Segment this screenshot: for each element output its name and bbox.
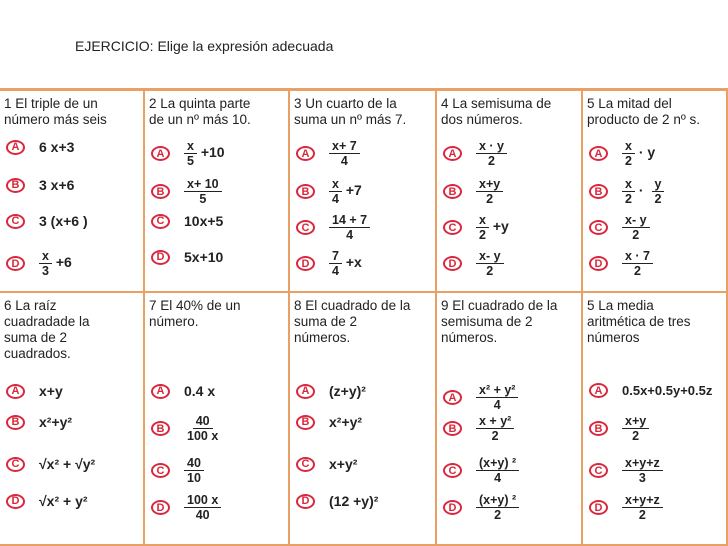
page-title: EJERCICIO: Elige la expresión adecuada — [75, 38, 334, 54]
fraction-suffix: +6 — [51, 254, 72, 271]
numerator: x² + y² — [476, 383, 518, 398]
option-badge-c[interactable]: C — [589, 220, 608, 235]
question-text: 5 La media aritmética de tres números — [587, 298, 691, 345]
answer-option[interactable] — [151, 456, 204, 485]
numerator: x- y — [476, 249, 504, 264]
answer-expression: x+y² — [329, 456, 358, 472]
numerator: 14 + 7 — [329, 213, 370, 228]
fraction-expression — [622, 414, 649, 443]
fraction-suffix: · y — [634, 144, 656, 161]
answer-option[interactable] — [151, 493, 221, 522]
question-cell-3 — [290, 91, 437, 293]
numerator: x+y+z — [622, 493, 663, 508]
option-badge-a[interactable]: A — [589, 383, 608, 398]
denominator: 2 — [486, 264, 494, 278]
fraction-suffix: +y — [488, 218, 509, 235]
question-cell-9 — [437, 293, 583, 546]
option-badge-a[interactable]: A — [443, 390, 462, 405]
option-badge-b[interactable]: B — [6, 178, 25, 193]
option-badge-d[interactable]: D — [151, 250, 170, 265]
answer-option[interactable] — [296, 456, 357, 472]
answer-expression: √x² + √y² — [39, 456, 96, 472]
denominator: 3 — [42, 264, 49, 278]
answer-option[interactable] — [151, 213, 223, 229]
option-badge-a[interactable]: A — [296, 384, 315, 399]
fraction-expression — [622, 456, 663, 485]
fraction-expression — [329, 213, 370, 242]
answer-option[interactable] — [443, 456, 519, 485]
numerator: x · 7 — [622, 249, 653, 264]
fraction-expression — [622, 249, 653, 278]
option-badge-b[interactable]: B — [589, 184, 608, 199]
answer-option[interactable] — [296, 177, 362, 206]
numerator: x — [476, 213, 489, 228]
option-badge-d[interactable]: D — [589, 256, 608, 271]
fraction — [622, 249, 653, 278]
fraction-suffix: · — [634, 182, 644, 199]
denominator: 4 — [346, 228, 354, 242]
numerator: x+y+z — [622, 456, 663, 471]
option-badge-a[interactable]: A — [443, 146, 462, 161]
option-badge-c[interactable]: C — [443, 220, 462, 235]
numerator: x — [39, 249, 52, 264]
answer-option[interactable] — [6, 213, 88, 229]
question-text: 3 Un cuarto de la suma un nº más 7. — [294, 96, 407, 127]
option-badge-d[interactable]: D — [151, 500, 170, 515]
fraction — [622, 493, 663, 522]
fraction — [622, 177, 635, 206]
answer-option[interactable] — [6, 414, 72, 430]
option-badge-b[interactable]: B — [151, 421, 170, 436]
fraction — [476, 493, 519, 522]
numerator: (x+y) ² — [476, 493, 519, 508]
denominator: 2 — [632, 429, 640, 443]
fraction — [476, 249, 504, 278]
answer-option[interactable] — [6, 493, 88, 509]
answer-expression: √x² + y² — [39, 493, 88, 509]
answer-expression: 5x+10 — [184, 249, 224, 265]
fraction-expression — [184, 139, 225, 168]
option-badge-c[interactable]: C — [296, 457, 315, 472]
numerator: x+y — [476, 177, 503, 192]
fraction — [622, 213, 650, 242]
numerator: x+ 10 — [184, 177, 222, 192]
fraction-expression — [476, 456, 519, 485]
answer-option[interactable] — [6, 249, 72, 278]
fraction-expression — [184, 493, 221, 522]
fraction-expression — [476, 139, 507, 168]
option-badge-a[interactable]: A — [6, 384, 25, 399]
denominator: 4 — [494, 471, 502, 485]
answer-expression: (z+y)² — [329, 383, 366, 399]
denominator: 2 — [494, 508, 502, 522]
denominator: 2 — [634, 264, 641, 278]
numerator: 40 — [184, 456, 204, 471]
option-badge-c[interactable]: C — [443, 463, 462, 478]
answer-option[interactable] — [6, 139, 74, 155]
answer-option[interactable] — [589, 213, 650, 242]
answer-expression: x²+y² — [329, 414, 363, 430]
answer-option[interactable] — [443, 139, 507, 168]
answer-option[interactable] — [443, 213, 509, 242]
option-badge-b[interactable]: B — [443, 184, 462, 199]
denominator: 40 — [195, 508, 210, 522]
fraction-expression — [184, 414, 221, 443]
answer-option[interactable] — [443, 414, 514, 443]
numerator: 100 x — [184, 493, 221, 508]
answer-option[interactable] — [296, 249, 362, 278]
numerator: x — [184, 139, 197, 154]
question-text: 1 El triple de un número más seis — [4, 96, 107, 127]
answer-option[interactable] — [589, 249, 653, 278]
option-badge-b[interactable]: B — [296, 184, 315, 199]
answer-option[interactable] — [6, 383, 63, 399]
fraction-expression — [622, 493, 663, 522]
fraction — [476, 456, 519, 485]
fraction — [329, 213, 370, 242]
fraction — [476, 383, 518, 412]
answer-expression: 3 x+6 — [39, 177, 75, 193]
denominator: 2 — [625, 192, 632, 206]
fraction-expression — [476, 383, 518, 412]
option-badge-c[interactable]: C — [151, 214, 170, 229]
answer-expression: 6 x+3 — [39, 139, 75, 155]
denominator: 2 — [486, 192, 494, 206]
option-badge-d[interactable]: D — [443, 500, 462, 515]
fraction — [476, 414, 514, 443]
answer-option[interactable] — [6, 456, 95, 472]
option-badge-a[interactable]: A — [296, 146, 315, 161]
denominator: 100 x — [187, 429, 219, 443]
answer-option[interactable] — [589, 177, 664, 206]
fraction-expression — [39, 249, 72, 278]
denominator: 4 — [332, 192, 339, 206]
fraction-expression — [184, 177, 222, 206]
denominator: 2 — [479, 228, 486, 242]
fraction-expression — [476, 177, 503, 206]
answer-option[interactable] — [589, 456, 663, 485]
answer-option[interactable] — [296, 493, 378, 509]
denominator: 3 — [638, 471, 646, 485]
fraction-expression — [476, 249, 504, 278]
answer-option[interactable] — [6, 177, 74, 193]
question-cell-4 — [437, 91, 583, 293]
option-badge-d[interactable]: D — [296, 494, 315, 509]
option-badge-c[interactable]: C — [6, 457, 25, 472]
fraction-expression — [622, 139, 655, 168]
fraction-expression — [622, 213, 650, 242]
numerator: (x+y) ² — [476, 456, 519, 471]
option-badge-d[interactable]: D — [6, 256, 25, 271]
fraction-suffix: +7 — [341, 182, 362, 199]
denominator: 2 — [638, 508, 646, 522]
question-text: 5 La mitad del producto de 2 nº s. — [587, 96, 701, 127]
question-cell-10 — [583, 293, 728, 546]
option-badge-b[interactable]: B — [443, 421, 462, 436]
fraction — [329, 177, 342, 206]
numerator: 40 — [193, 414, 213, 429]
question-text: 4 La semisuma de dos números. — [441, 96, 552, 127]
option-badge-b[interactable]: B — [589, 421, 608, 436]
fraction-expression — [476, 414, 514, 443]
answer-expression: 10x+5 — [184, 213, 224, 229]
answer-option[interactable] — [151, 383, 215, 399]
answer-expression: (12 +y)² — [329, 493, 379, 509]
denominator: 10 — [187, 471, 201, 485]
fraction — [652, 177, 665, 206]
fraction — [329, 249, 342, 278]
option-badge-d[interactable]: D — [296, 256, 315, 271]
option-badge-a[interactable]: A — [6, 140, 25, 155]
numerator: x+ 7 — [329, 139, 360, 154]
option-badge-a[interactable]: A — [151, 146, 170, 161]
fraction — [39, 249, 52, 278]
question-cell-8 — [290, 293, 437, 546]
answer-expression: x²+y² — [39, 414, 73, 430]
fraction-expression — [184, 456, 204, 485]
option-badge-b[interactable]: B — [151, 184, 170, 199]
numerator: x — [329, 177, 342, 192]
answer-option[interactable] — [589, 139, 655, 168]
answer-option[interactable] — [589, 414, 649, 443]
answer-expression: 0.5x+0.5y+0.5z — [622, 383, 713, 398]
question-cell-6 — [0, 293, 145, 546]
question-cell-5 — [583, 91, 728, 293]
question-cell-1 — [0, 91, 145, 293]
denominator: 4 — [493, 398, 501, 412]
answer-option[interactable] — [296, 213, 370, 242]
denominator: 2 — [488, 154, 495, 168]
question-text: 6 La raíz cuadradade la suma de 2 cuadrados. — [4, 298, 90, 361]
fraction-expression — [329, 177, 362, 206]
denominator: 2 — [632, 228, 640, 242]
answer-option[interactable] — [296, 414, 362, 430]
answer-option[interactable] — [151, 249, 223, 265]
option-badge-c[interactable]: C — [589, 463, 608, 478]
numerator: y — [652, 177, 665, 192]
question-text: 2 La quinta parte de un nº más 10. — [149, 96, 251, 127]
option-badge-b[interactable]: B — [296, 415, 315, 430]
fraction-expression — [476, 213, 509, 242]
fraction — [622, 139, 635, 168]
fraction-expression — [329, 249, 362, 278]
fraction — [329, 139, 360, 168]
question-text: 7 El 40% de un número. — [149, 298, 241, 329]
answer-expression: x+y — [39, 383, 63, 399]
fraction — [476, 177, 503, 206]
answer-option[interactable] — [443, 249, 504, 278]
answer-option[interactable] — [151, 139, 225, 168]
option-badge-c[interactable]: C — [6, 214, 25, 229]
answer-option[interactable] — [589, 493, 663, 522]
fraction — [476, 213, 489, 242]
fraction-expression — [329, 139, 360, 168]
fraction — [476, 139, 507, 168]
answer-option[interactable] — [443, 383, 518, 412]
fraction — [184, 177, 222, 206]
exercise-grid — [0, 88, 728, 546]
denominator: 4 — [332, 264, 339, 278]
answer-expression: 3 (x+6 ) — [39, 213, 88, 229]
answer-option[interactable] — [589, 383, 712, 398]
numerator: x+y — [622, 414, 649, 429]
option-badge-a[interactable]: A — [589, 146, 608, 161]
option-badge-d[interactable]: D — [6, 494, 25, 509]
fraction-suffix: +x — [341, 254, 362, 271]
fraction — [184, 493, 221, 522]
fraction — [622, 414, 649, 443]
numerator: x — [622, 139, 635, 154]
numerator: x · y — [476, 139, 507, 154]
fraction — [184, 414, 221, 443]
numerator: 7 — [329, 249, 342, 264]
fraction-expression — [622, 177, 664, 206]
answer-option[interactable] — [296, 383, 366, 399]
numerator: x — [622, 177, 635, 192]
fraction — [184, 139, 197, 168]
answer-expression: 0.4 x — [184, 383, 216, 399]
answer-option[interactable] — [443, 493, 519, 522]
answer-option[interactable] — [151, 414, 221, 443]
fraction — [184, 456, 204, 485]
option-badge-d[interactable]: D — [443, 256, 462, 271]
denominator: 2 — [625, 154, 632, 168]
option-badge-c[interactable]: C — [151, 463, 170, 478]
fraction — [622, 456, 663, 485]
question-text: 8 El cuadrado de la suma de 2 números. — [294, 298, 411, 345]
numerator: x + y² — [476, 414, 514, 429]
option-badge-a[interactable]: A — [151, 384, 170, 399]
fraction-suffix: +10 — [196, 144, 225, 161]
numerator: x- y — [622, 213, 650, 228]
option-badge-c[interactable]: C — [296, 220, 315, 235]
answer-option[interactable] — [443, 177, 503, 206]
question-text: 9 El cuadrado de la semisuma de 2 números. — [441, 298, 558, 345]
option-badge-b[interactable]: B — [6, 415, 25, 430]
question-cell-2 — [145, 91, 290, 293]
denominator: 4 — [340, 154, 348, 168]
denominator: 2 — [654, 192, 662, 206]
denominator: 5 — [187, 154, 194, 168]
option-badge-d[interactable]: D — [589, 500, 608, 515]
denominator: 2 — [491, 429, 499, 443]
question-cell-7 — [145, 293, 290, 546]
answer-option[interactable] — [296, 139, 360, 168]
denominator: 5 — [199, 192, 207, 206]
answer-option[interactable] — [151, 177, 222, 206]
fraction-expression — [476, 493, 519, 522]
